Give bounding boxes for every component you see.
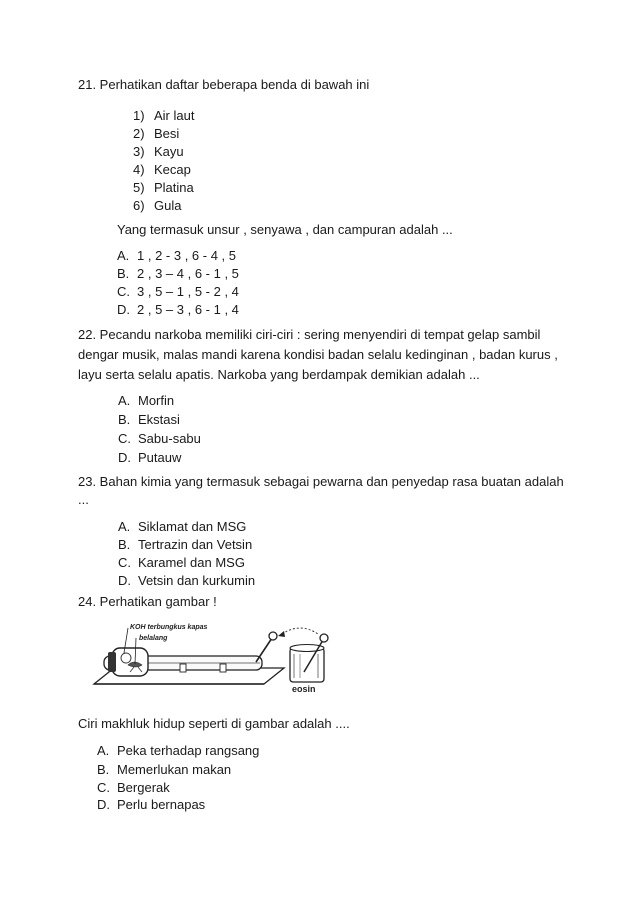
option-text: 1 , 2 - 3 , 6 - 4 , 5 [137,248,236,263]
option-letter: A. [97,743,110,758]
koh-label: KOH terbungkus kapas [130,624,208,631]
option-text: Sabu-sabu [138,431,201,446]
q22-stem-line: layu serta selalu apatis. Narkoba yang berdampak demikian adalah ... [78,367,480,382]
q21-list-item: Platina [154,180,194,195]
option-text: Perlu bernapas [117,797,206,812]
q22-stem-line: 22. Pecandu narkoba memiliki ciri-ciri : sering menyendiri di tempat gelap sambil [78,327,541,342]
option-letter: A. [118,519,131,534]
option-letter: D. [118,450,131,465]
clip [180,664,186,672]
q23-stem-line: 23. Bahan kimia yang termasuk sebagai pewarna dan penyedap rasa buatan adalah [78,474,564,489]
option-text: 2 , 5 – 3 , 6 - 1 , 4 [137,302,239,317]
q21-list-number: 6) [133,198,145,213]
option-letter: A. [117,248,130,263]
option-text: Siklamat dan MSG [138,519,247,534]
option-text: Karamel dan MSG [138,555,245,570]
q22-stem-line: dengar musik, malas mandi karena kondisi badan selalu kedinginan , badan kurus , [78,347,558,362]
q24-stem: 24. Perhatikan gambar ! [78,594,217,609]
option-text: 2 , 3 – 4 , 6 - 1 , 5 [137,266,239,281]
option-letter: D. [117,302,130,317]
q21-list-number: 4) [133,162,145,177]
option-letter: C. [97,780,110,795]
option-text: 3 , 5 – 1 , 5 - 2 , 4 [137,284,239,299]
option-text: Peka terhadap rangsang [117,743,260,758]
option-letter: D. [118,573,131,588]
option-text: Memerlukan makan [117,762,232,777]
q21-list-item: Gula [154,198,182,213]
option-letter: A. [118,393,131,408]
q21-list-number: 1) [133,108,145,123]
q21-list-item: Besi [154,126,180,141]
q21-list-number: 5) [133,180,145,195]
cotton [121,653,131,663]
option-text: Bergerak [117,780,170,795]
eosin-beaker [290,648,324,682]
option-text: Tertrazin dan Vetsin [138,537,253,552]
q23-stem-line: ... [78,492,89,507]
belalang-label: belalang [139,635,168,642]
q21-prompt: Yang termasuk unsur , senyawa , dan campuran adalah ... [117,222,453,237]
option-text: Ekstasi [138,412,180,427]
arrow [282,628,318,634]
option-letter: B. [117,266,130,281]
stopper [108,652,116,672]
option-letter: D. [97,797,110,812]
respirometer-drawing [92,618,362,696]
option-letter: C. [118,555,131,570]
dropper [256,638,272,662]
q21-list-item: Kayu [154,144,184,159]
q21-stem: 21. Perhatikan daftar beberapa benda di bawah ini [78,77,370,92]
respirometer-figure [92,618,362,696]
eosin-label: eosin [292,684,316,694]
q21-list-number: 3) [133,144,145,159]
option-text: Morfin [138,393,175,408]
option-letter: C. [117,284,130,299]
q21-list-item: Kecap [154,162,191,177]
clip [220,664,226,672]
option-letter: B. [97,762,110,777]
q21-list-item: Air laut [154,108,195,123]
q21-list-number: 2) [133,126,145,141]
option-letter: B. [118,537,131,552]
q24-prompt: Ciri makhluk hidup seperti di gambar adalah .... [78,716,350,731]
option-letter: B. [118,412,131,427]
dropper-bulb [269,632,277,640]
option-text: Vetsin dan kurkumin [138,573,256,588]
option-letter: C. [118,431,131,446]
option-text: Putauw [138,450,182,465]
